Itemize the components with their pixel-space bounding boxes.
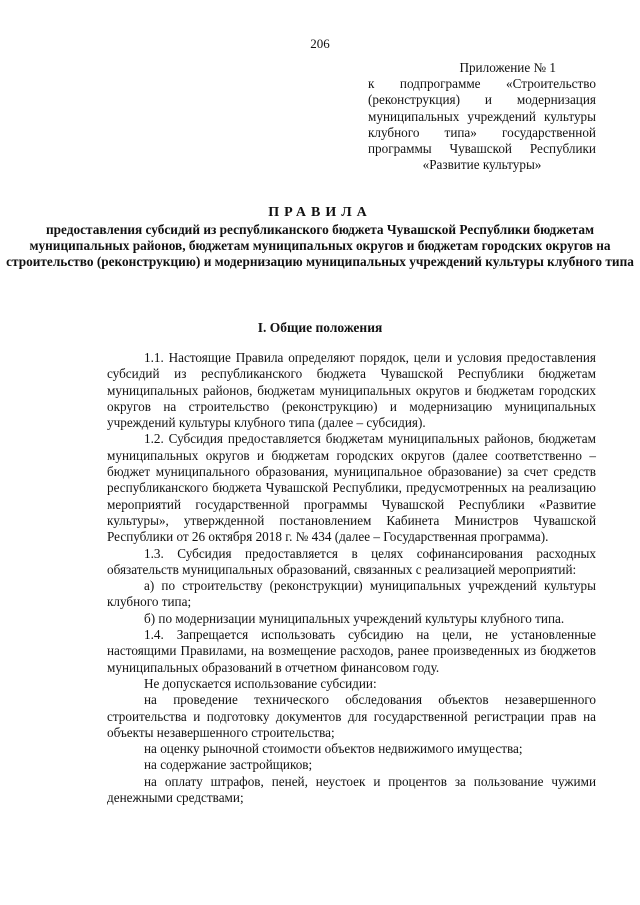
paragraph: 1.4. Запрещается использовать субсидию на цели, не установленные настоящими Правилами, на возмещение расходов, ранее произведенных из бюджетов муниципальных образований в отчетном финансовом году. xyxy=(107,627,596,675)
document-subtitle: предоставления субсидий из республиканского бюджета Чувашской Республики бюджетам муниципальных районов, бюджетам муниципальных округов и бюджетам городских округов на строительство (реконструкцию) и модернизацию муниципальных учреждений культуры клубного типа xyxy=(6,222,634,270)
appendix-title: Приложение № 1 xyxy=(459,60,556,75)
document-body xyxy=(107,350,596,806)
paragraph: а) по строительству (реконструкции) муниципальных учреждений культуры клубного типа; xyxy=(107,578,596,610)
page-number: 206 xyxy=(310,36,330,51)
appendix-block xyxy=(368,60,596,173)
document-title: ПРАВИЛА xyxy=(268,205,372,220)
appendix-body: к подпрограмме «Строительство (реконструкция) и модернизация муниципальных учреждений культуры клубного типа» государственной программы Чувашской Республики «Развитие культуры» xyxy=(368,76,596,173)
section-title: I. Общие положения xyxy=(257,320,383,335)
paragraph: Не допускается использование субсидии: xyxy=(144,675,377,691)
paragraph: 1.3. Субсидия предоставляется в целях софинансирования расходных обязательств муниципальных образований, связанных с реализацией мероприятий: xyxy=(107,545,596,577)
paragraph: на оценку рыночной стоимости объектов недвижимого имущества; xyxy=(144,741,523,757)
paragraph: на оплату штрафов, пеней, неустоек и процентов за пользование чужими денежными средствами; xyxy=(107,773,596,806)
paragraph: б) по модернизации муниципальных учреждений культуры клубного типа. xyxy=(144,610,565,626)
paragraph: на проведение технического обследования объектов незавершенного строительства и подготовку документов для государственной регистрации прав на объекты незавершенного строительства; xyxy=(107,692,596,740)
paragraph: 1.1. Настоящие Правила определяют порядок, цели и условия предоставления субсидий из республиканского бюджета Чувашской Республики бюджетам муниципальных районов, бюджетам муниципальных округов и бюджетам городских округов на строительство (реконструкцию) и модернизацию муниципальных учреждений культуры клубного типа (далее – субсидия). xyxy=(107,350,596,431)
paragraph: 1.2. Субсидия предоставляется бюджетам муниципальных районов, бюджетам муниципальных округов и бюджетам городских округов (далее соответственно – бюджет муниципального образования, муниципальное образование) за счет средств республиканского бюджета Чувашской Республики, предусмотренных на реализацию мероприятий государственной программы Чувашской Республики «Развитие культуры», утвержденной постановлением Кабинета Министров Чувашской Республики от 26 октября 2018 г. № 434 (далее – Государственная программа). xyxy=(107,431,596,545)
paragraph: на содержание застройщиков; xyxy=(144,757,313,773)
